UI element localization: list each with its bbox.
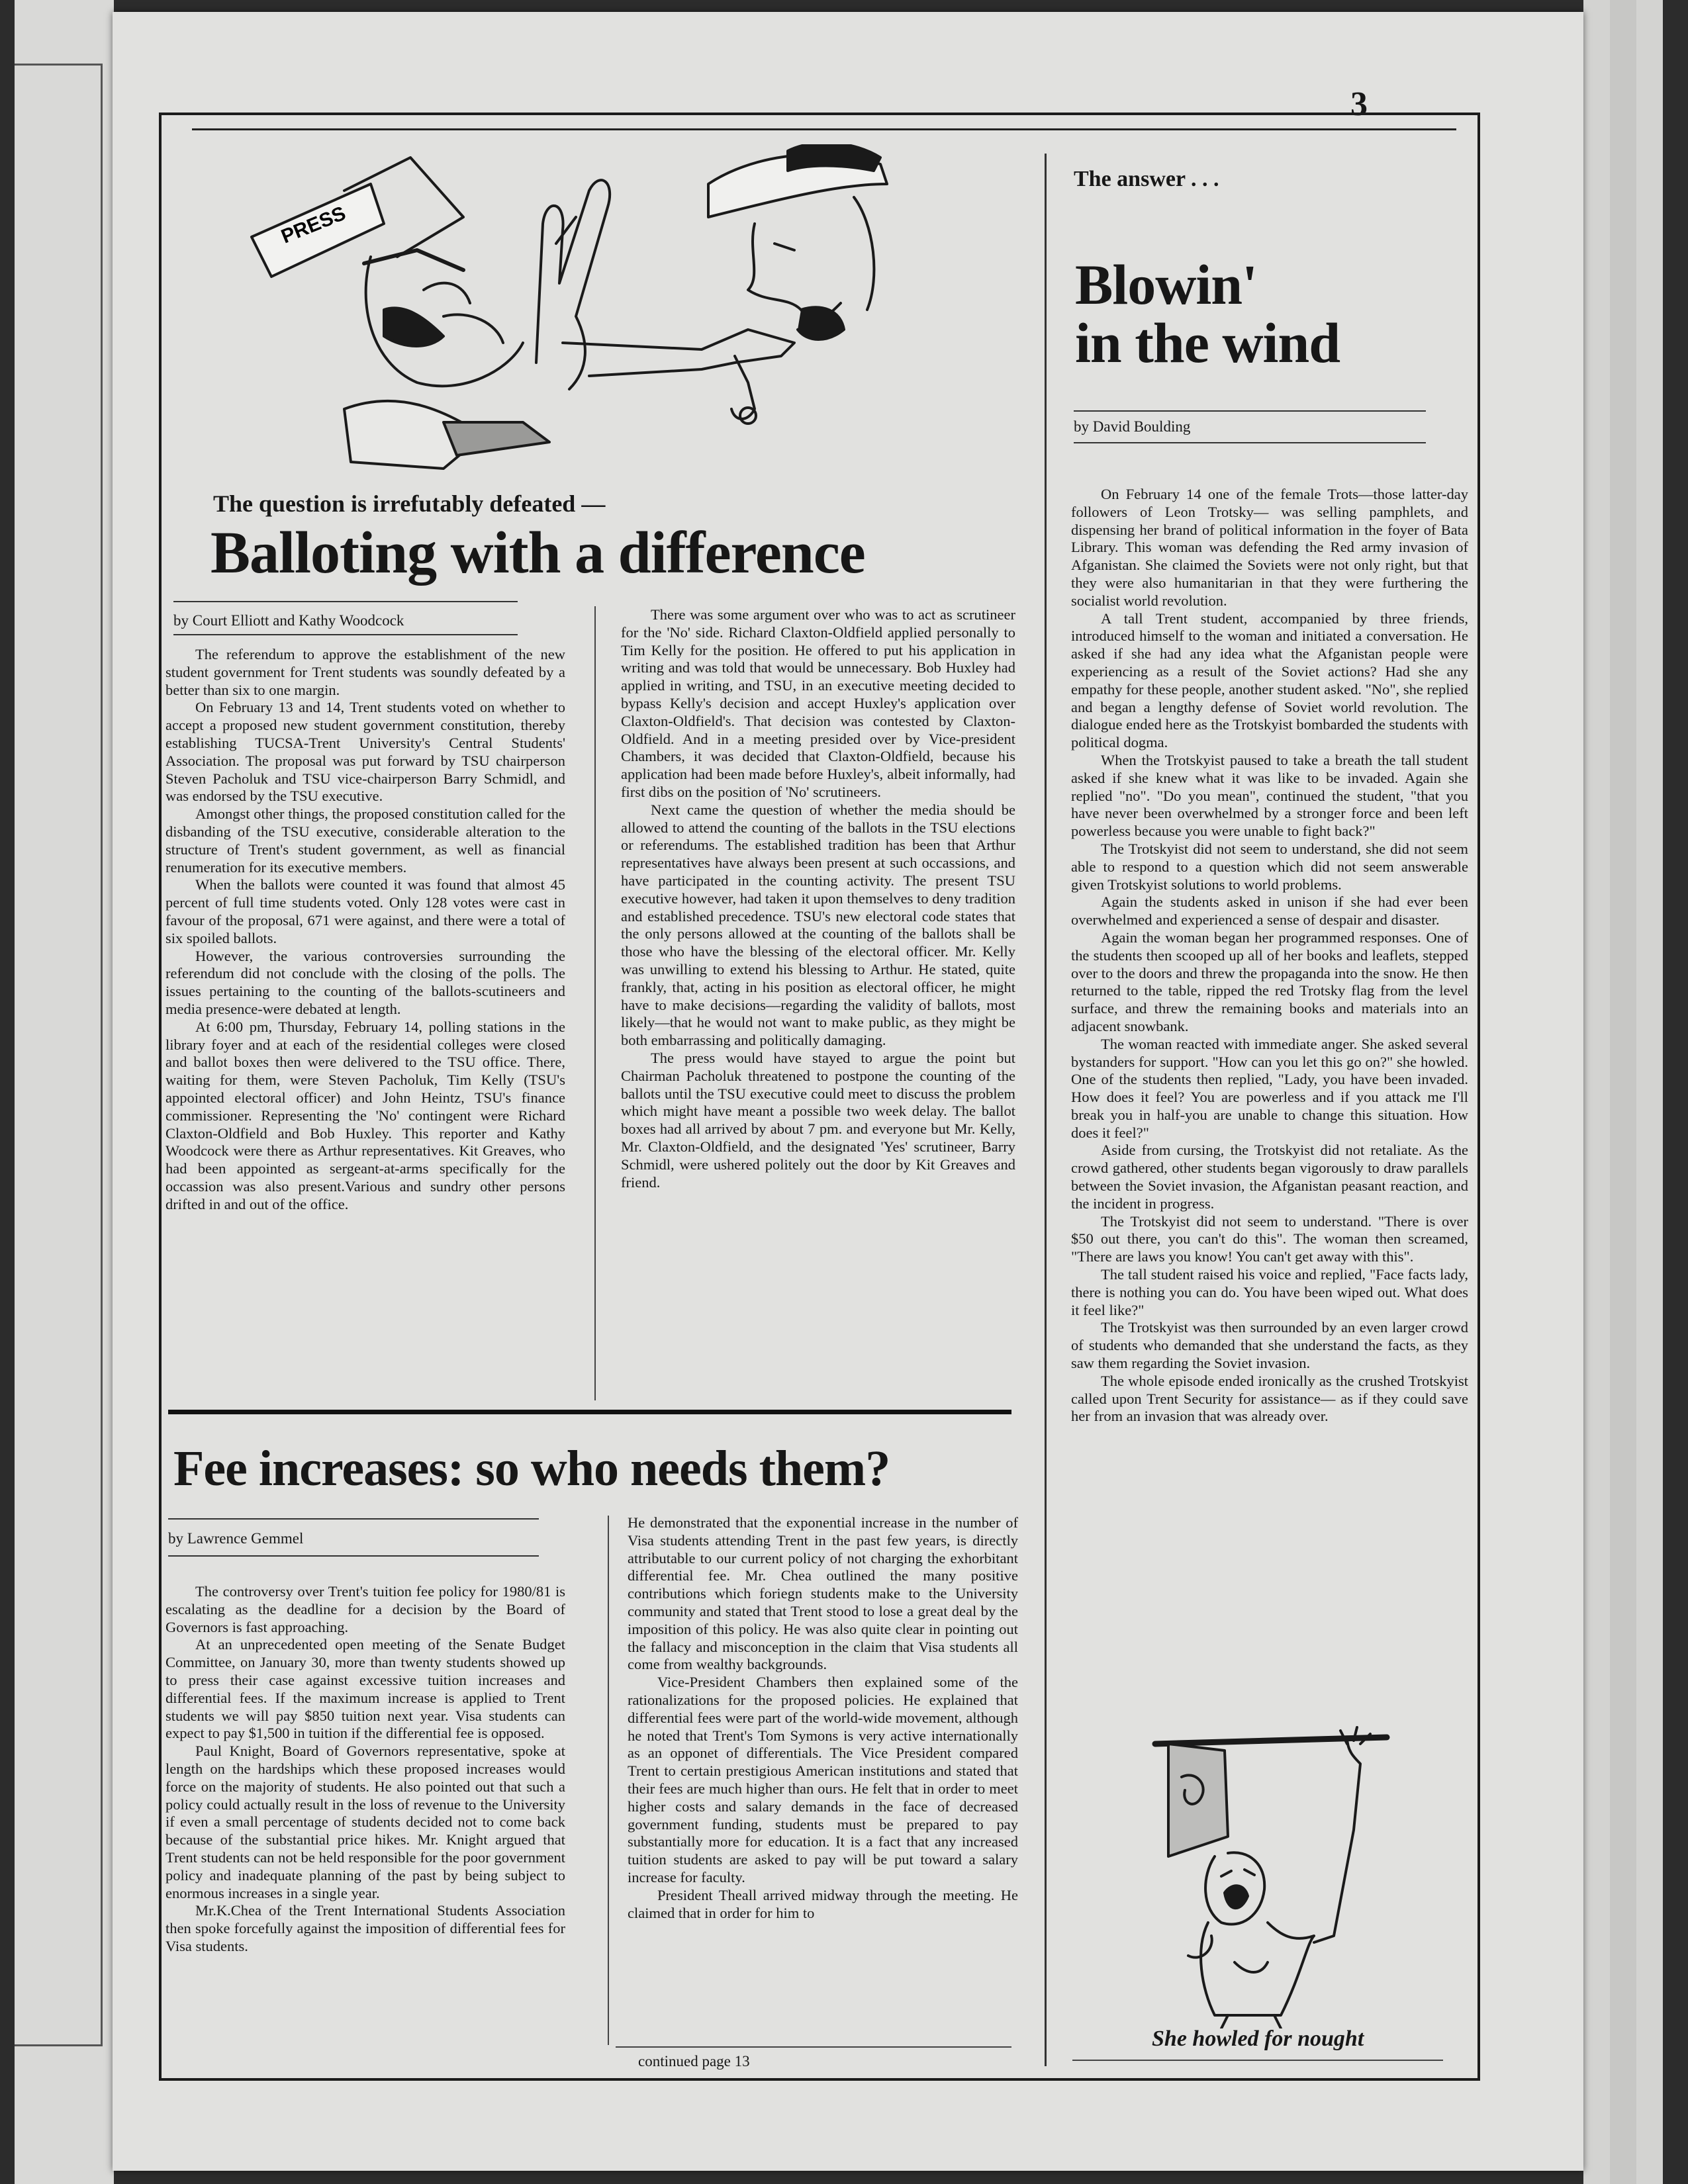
balloting-paragraph: At 6:00 pm, Thursday, February 14, polling stations in the library foyer and at each of the residential colleges were closed and ballot boxes then were delivered to the TSU office. There, waiting for them, were Steven Pacholuk, Tim Kelly (TSU's appointed electoral officer) and John Heintz, TSU's finance commissioner. Representing the 'No' contingent were Richard Claxton-Oldfield and Bob Huxley. This reporter and Kathy Woodcock were there as Arthur representatives. Kit Greaves, who had been appointed as sergeant-at-arms specifically for the occassion was also present.Various and sundry other persons drifted in and out of the office.	[165, 1018, 565, 1212]
balloting-byline-rule-bottom	[173, 634, 518, 635]
balloting-headline: Balloting with a difference	[211, 520, 865, 586]
press-cartoon-illustration	[245, 144, 940, 475]
balloting-paragraph: Next came the question of whether the media should be allowed to attend the counting of the ballots in the TSU elections or referendums. The established tradition has been that Arthur representatives have always been present at such occassions, and have participated in the counting activity. The present TSU executive however, had taken it upon themselves to deny tradition and established precedence. TSU's new electoral code states that the only persons allowed at the counting of the ballots shall be those who have the blessing of the electoral officer. Mr. Kelly was unwilling to extend his blessing to Arthur. He stated, quite frankly, that, acting in his position as electoral officer, he might have to make decisions—regarding the validity of ballots, most likely—that he would not want to make public, as they might be both embarrassing and politically damaging.	[621, 801, 1015, 1049]
fees-byline-rule-bottom	[168, 1555, 539, 1557]
blowin-paragraph: A tall Trent student, accompanied by three friends, introduced himself to the woman and initiated a conversation. He asked if she had any idea what the Afganistan people were experiencing as a result of the Soviet actions? Had she any empathy for these people, another student asked. "No", she replied and began a lengthy defense of Soviet world revolution. The dialogue ended here as the Trotskyist bombarded the students with political dogma.	[1071, 610, 1468, 751]
blowin-paragraph: The tall student raised his voice and replied, "Face facts lady, there is nothing you can do. You have been wiped out. What does it feel like?"	[1071, 1266, 1468, 1318]
blowin-byline-rule-bottom	[1074, 442, 1426, 443]
fees-headline: Fee increases: so who needs them?	[173, 1441, 890, 1496]
blowin-byline-rule-top	[1074, 410, 1426, 412]
balloting-paragraph: However, the various controversies surrounding the referendum did not conclude with the closing of the polls. The issues pertaining to the counting of the ballots-scutineers and media presence-were debated at length.	[165, 947, 565, 1017]
continued-rule	[616, 2046, 1011, 2048]
blowin-paragraph: The Trotskyist did not seem to understand, she did not seem able to respond to a question which did not seem answerable given Trotskyist solutions to world problems.	[1071, 840, 1468, 893]
blowin-headline-line2: in the wind	[1075, 311, 1340, 375]
adjacent-page-edge	[15, 0, 114, 2184]
balloting-paragraph: On February 13 and 14, Trent students voted on whether to accept a proposed new student government constitution, thereby establishing TUCSA-Trent University's Central Students' Association. The proposal was put forward by TSU chairperson Steven Pacholuk and TSU vice-chairperson Barry Schmidl, and was endorsed by the TSU executive.	[165, 699, 565, 805]
right-page-stack	[1583, 0, 1663, 2184]
balloting-paragraph: Amongst other things, the proposed constitution called for the disbanding of the TSU executive, considerable alteration to the structure of Trent's student government, as well as financial renumeration for its executive members.	[165, 805, 565, 876]
blowin-paragraph: The woman reacted with immediate anger. She asked several bystanders for support. "How can you let this go on?" she howled. One of the students then replied, "Lady, you have been invaded. How does it feel? You are powerless and if you attack me I'll break you in half-you are unable to change this situation. How does it feel?"	[1071, 1035, 1468, 1141]
balloting-byline-rule-top	[173, 601, 518, 602]
fees-column-divider	[608, 1516, 609, 2045]
page-number: 3	[1350, 85, 1368, 123]
blowin-column	[1071, 486, 1468, 1704]
blowin-byline: by David Boulding	[1074, 418, 1191, 435]
column-divider	[1045, 154, 1047, 2066]
blowin-paragraph: The whole episode ended ironically as the crushed Trotskyist called upon Trent Security for assistance— as if they could save her from an invasion that was already over.	[1071, 1372, 1468, 1425]
blowin-paragraph: Again the students asked in unison if she had ever been overwhelmed and experienced a sense of despair and disaster.	[1071, 893, 1468, 929]
balloting-column-1	[165, 646, 565, 1402]
blowin-paragraph: The Trotskyist did not seem to understand. "There is over $50 out there, you can't do this". The woman then screamed, "There are laws you know! You can't get away with this".	[1071, 1212, 1468, 1265]
balloting-paragraph: The press would have stayed to argue the point but Chairman Pacholuk threatened to postpone the counting of the ballots until the TSU executive could meet to discuss the problem which might have meant a possible two week delay. The ballot boxes had all arrived by about 7 pm. and everyone but Mr. Kelly, Mr. Claxton-Oldfield, and the designated 'Yes' scrutineer, Barry Schmidl, were ushered politely out the door by Kit Greaves and friend.	[621, 1049, 1015, 1191]
balloting-byline: by Court Elliott and Kathy Woodcock	[173, 612, 404, 629]
fees-byline: by Lawrence Gemmel	[168, 1530, 304, 1547]
fees-column-1	[165, 1583, 565, 2077]
balloting-paragraph: When the ballots were counted it was found that almost 45 percent of full time students voted. Only 128 votes were cast in favour of the proposal, 671 were against, and there were a total of six spoiled ballots.	[165, 876, 565, 946]
blowin-kicker: The answer . . .	[1074, 167, 1219, 191]
blowin-paragraph: On February 14 one of the female Trots—those latter-day followers of Leon Trotsky— was selling pamphlets, and dispensing her brand of political information in the foyer of Bata Library. This woman was defending the Red army invasion of Afganistan. She claimed the Soviets were not only right, but that they were also humanitarian in that they were furthering the socialist world revolution.	[1071, 486, 1468, 609]
fees-paragraph: Mr.K.Chea of the Trent International Students Association then spoke forcefully against the imposition of differential fees for Visa students.	[165, 1902, 565, 1954]
top-rule	[192, 128, 1456, 130]
caption-rule	[1072, 2060, 1443, 2061]
fees-paragraph: Paul Knight, Board of Governors representative, spoke at length on the hardships which these proposed increases would force on the majority of students. He also pointed out that such a policy could actually result in the loss of revenue to the University if even a small percentage of students decided not to come back because of the substantial price hikes. Mr. Knight argued that Trent students can not be held responsible for the poor government policy and inadequate planning of the past by being subject to enormous increases in a single year.	[165, 1743, 565, 1901]
blowin-paragraph: Again the woman began her programmed responses. One of the students then scooped up all of her books and leaflets, stepped over to the doors and threw the propaganda into the snow. He then returned to the table, ripped the red Trotsky flag from the level surface, and threw the remaining books and materials into an adjacent snowbank.	[1071, 929, 1468, 1034]
press-hat-label: PRESS	[278, 202, 349, 248]
fees-paragraph: The controversy over Trent's tuition fee policy for 1980/81 is escalating as the deadline for a decision by the Board of Governors is fast approaching.	[165, 1583, 565, 1635]
blowin-paragraph: When the Trotskyist paused to take a breath the tall student asked if she knew what it was like to be invaded. Again she replied "no". "Do you mean", continued the student, "that you have never been overwhelmed by a stronger force and been left powerless because you were unable to fight back?"	[1071, 751, 1468, 840]
balloting-paragraph: The referendum to approve the establishment of the new student government for Trent students was soundly defeated by a better than six to one margin.	[165, 646, 565, 698]
balloting-column-divider	[594, 606, 596, 1400]
fees-paragraph: At an unprecedented open meeting of the Senate Budget Committee, on January 30, more than twenty students showed up to press their case against excessive tuition increases and differential fees. If the maximum increase is applied to Trent students we will pay $850 tuition next year. Visa students can expect to pay $1,500 in tuition if the differential fee is opposed.	[165, 1636, 565, 1742]
fees-byline-rule-top	[168, 1518, 539, 1520]
fees-paragraph: President Theall arrived midway through the meeting. He claimed that in order for him to	[628, 1886, 1018, 1921]
fees-column-2	[628, 1514, 1018, 2037]
blowin-paragraph: The Trotskyist was then surrounded by an even larger crowd of students who demanded that she understand the facts, as they saw them regarding the Soviet invasion.	[1071, 1319, 1468, 1372]
section-divider-rule	[168, 1410, 1011, 1414]
balloting-paragraph: There was some argument over who was to act as scrutineer for the 'No' side. Richard Claxton-Oldfield applied personally to Tim Kelly for the position. He offered to put his application in writing and was told that would be unnecessary. Bob Huxley had applied in writing, and TSU, in an executive meeting decided to bypass Kelly's decision and accept Huxley's application over Claxton-Oldfield's. That decision was contested by Claxton-Oldfield. And in a meeting presided over by Vice-president Chambers, it was decided that Claxton-Oldfield, because his application had been made before Huxley's, albeit informally, had first dibs on the position of 'No' scrutineers.	[621, 606, 1015, 800]
blowin-paragraph: Aside from cursing, the Trotskyist did not retaliate. As the crowd gathered, other students began vigorously to draw parallels between the Soviet invasion, the Afganistan peasant reaction, and the incident in progress.	[1071, 1142, 1468, 1212]
balloting-kicker: The question is irrefutably defeated —	[213, 490, 606, 517]
fees-paragraph: Vice-President Chambers then explained some of the rationalizations for the proposed policies. He explained that differential fees were part of the world-wide movement, although he noted that Trent's Tom Symons is very active internationally as an opponet of differentials. The Vice President compared Trent to certain prestigious American institutions and stated that their fees are much higher than ours. He felt that in order to meet higher costs and salary demands in the face of decreased government funding, students must be prepared to pay substantially more for education. It is a fact that any increased tuition students are asked to pay will be put toward a salary increase for faculty.	[628, 1674, 1018, 1886]
cartoon-caption: She howled for nought	[1152, 2026, 1364, 2051]
balloting-column-2	[621, 606, 1015, 1400]
continued-link[interactable]: continued page 13	[638, 2053, 750, 2070]
trotskyist-cartoon-illustration	[1149, 1724, 1400, 2028]
blowin-headline-line1: Blowin'	[1075, 253, 1257, 316]
fees-paragraph: He demonstrated that the exponential increase in the number of Visa students attending Trent in the past few years, is directly attributable to our current policy of not charging the exhorbitant differential fee. Mr. Chea outlined the many positive contributions which foriegn students make to the University community and stated that Trent stood to lose a great deal by the imposition of this policy. He was also quite clear in pointing out the fallacy and misconception in the claim that Visa students all come from wealthy backgrounds.	[628, 1514, 1018, 1673]
